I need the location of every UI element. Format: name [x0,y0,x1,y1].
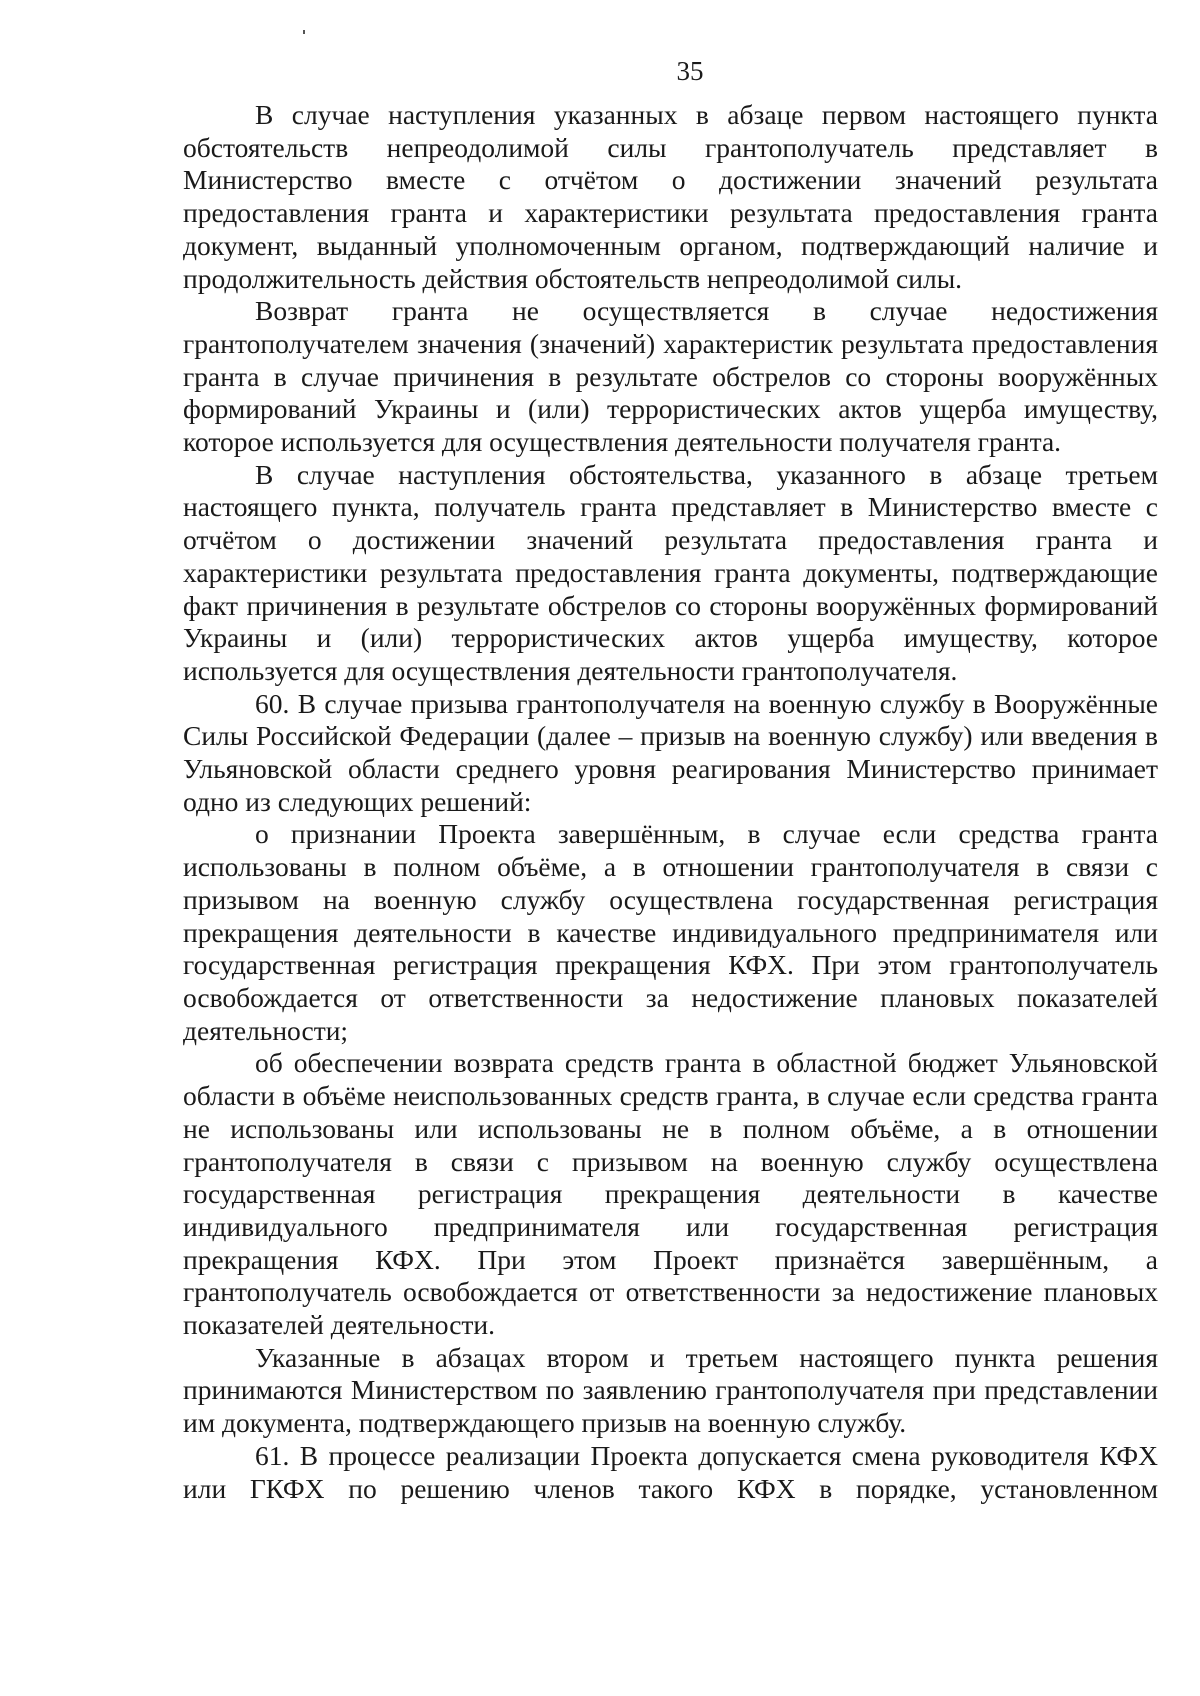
document-body [183,99,1158,1505]
page-number: 35 [676,56,704,86]
paragraph-grant-return-decision: об обеспечении возврата средств гранта в областной бюджет Ульяновской области в объёме неиспользованных средств гранта, в случае если средства гранта не использованы или использованы не в полном объёме, а в отношении грантополучателя в связи с призывом на военную службу осуществлена государственная регистрация прекращения деятельности в качестве индивидуального предпринимателя или государственная регистрация прекращения КФХ. При этом Проект признаётся завершённым, а грантополучатель освобождается от ответственности за недостижение плановых показателей деятельности. [183,1047,1158,1341]
scan-mark [303,30,305,34]
paragraph-project-completed-decision: о признании Проекта завершённым, в случае если средства гранта использованы в полном объёме, а в отношении грантополучателя в связи с призывом на военную службу осуществлена государственная регистрация прекращения деятельности в качестве индивидуального предпринимателя или государственная регистрация прекращения КФХ. При этом грантополучатель освобождается от ответственности за недостижение плановых показателей деятельности; [183,818,1158,1046]
paragraph-grant-not-returned: Возврат гранта не осуществляется в случае недостижения грантополучателем значения (значений) характеристик результата предоставления гранта в случае причинения в результате обстрелов со стороны вооружённых формирований Украины и (или) террористических актов ущерба имуществу, которое используется для осуществления деятельности получателя гранта. [183,295,1158,458]
paragraph-decision-procedure: Указанные в абзацах втором и третьем настоящего пункта решения принимаются Министерством по заявлению грантополучателя при представлении им документа, подтверждающего призыв на военную службу. [183,1341,1158,1439]
paragraph-item-61: 61. В процессе реализации Проекта допускается смена руководителя КФХ или ГКФХ по решению членов такого КФХ в порядке, установленном [183,1439,1158,1504]
paragraph-item-60: 60. В случае призыва грантополучателя на военную службу в Вооружённые Силы Российской Федерации (далее – призыв на военную службу) или введения в Ульяновской области среднего уровня реагирования Министерство принимает одно из следующих решений: [183,687,1158,817]
paragraph-damage-documents: В случае наступления обстоятельства, указанного в абзаце третьем настоящего пункта, получатель гранта представляет в Министерство вместе с отчётом о достижении значений результата предоставления гранта и характеристики результата предоставления гранта документы, подтверждающие факт причинения в результате обстрелов со стороны вооружённых формирований Украины и (или) террористических актов ущерба имуществу, которое используется для осуществления деятельности грантополучателя. [183,458,1158,686]
paragraph-force-majeure-documents: В случае наступления указанных в абзаце первом настоящего пункта обстоятельств непреодолимой силы грантополучатель представляет в Министерство вместе с отчётом о достижении значений результата предоставления гранта и характеристики результата предоставления гранта документ, выданный уполномоченным органом, подтверждающий наличие и продолжительность действия обстоятельств непреодолимой силы. [183,99,1158,294]
